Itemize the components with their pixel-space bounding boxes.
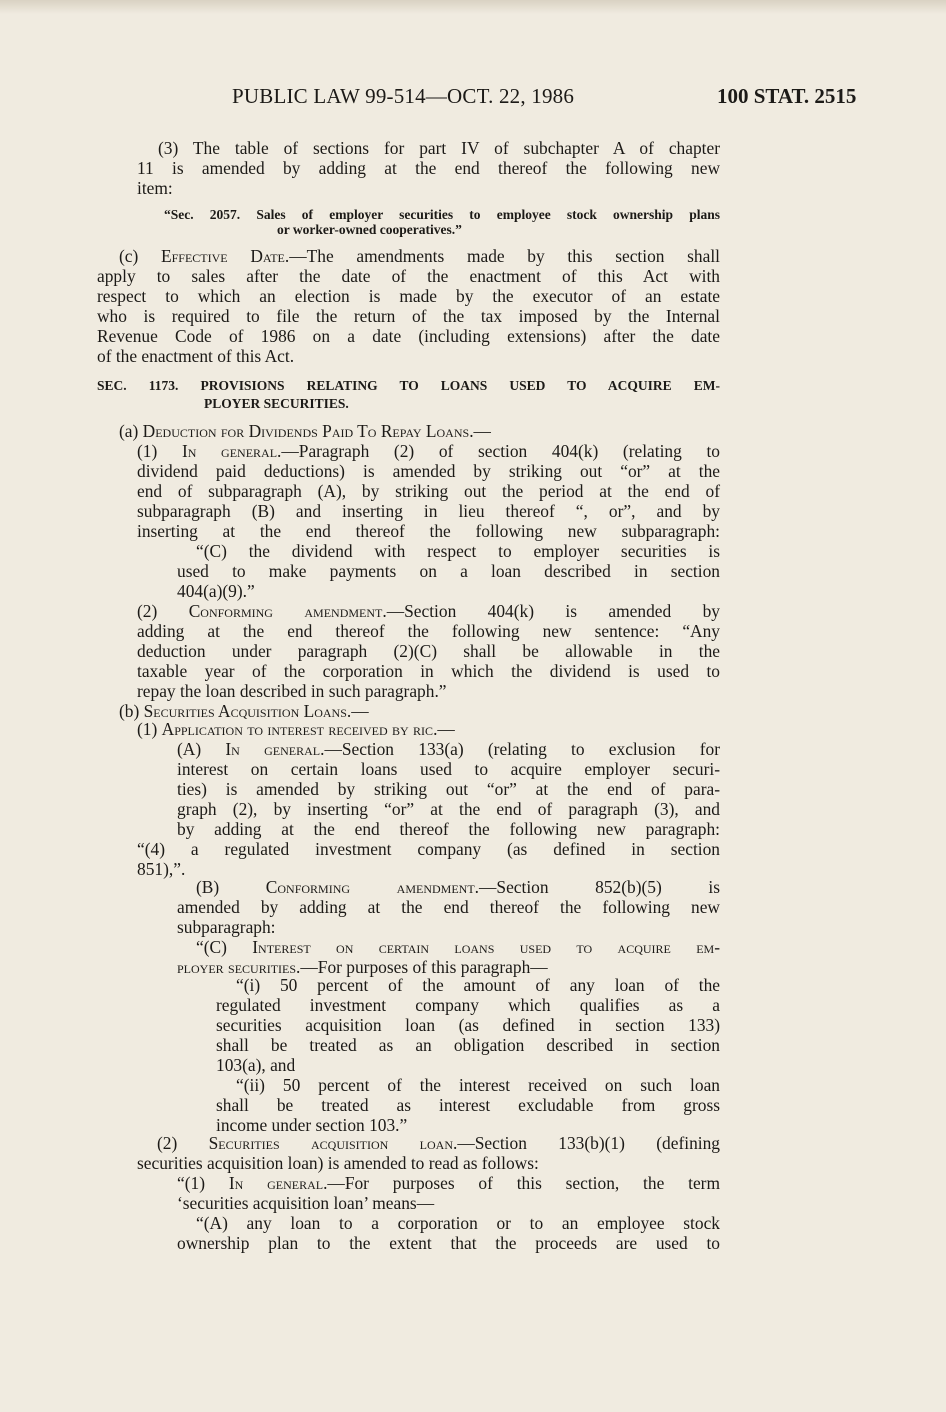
- text-line: (3) The table of sections for part IV of subchapter A of chapter: [158, 138, 720, 158]
- text-line: amended by adding at the end thereof the following new: [177, 897, 720, 917]
- text-line: securities acquisition loan) is amended to read as follows:: [137, 1153, 539, 1173]
- text-line: or worker-owned cooperatives.”: [277, 222, 462, 237]
- text-line: 103(a), and: [216, 1055, 296, 1075]
- text-line: PLOYER SECURITIES.: [204, 396, 349, 411]
- text-line: “(C) the dividend with respect to employer securities is: [196, 541, 720, 561]
- text-line: (1) In general.—Paragraph (2) of section 404(k) (relating to: [137, 441, 720, 461]
- section-heading: Conforming amendment: [188, 601, 383, 621]
- text-line: ownership plan to the extent that the proceeds are used to: [177, 1233, 720, 1253]
- text-line: 404(a)(9).”: [177, 581, 255, 601]
- text-line: respect to which an election is made by the executor of an estate: [97, 286, 720, 306]
- text-line: (c) Effective Date.—The amendments made by this section shall: [119, 246, 721, 266]
- text-line: (2) Conforming amendment.—Section 404(k) is amended by: [137, 601, 720, 621]
- header-stat-page: 100 STAT. 2515: [717, 84, 857, 108]
- text-line: (b) Securities Acquisition Loans.—: [119, 701, 369, 721]
- text-line: (a) Deduction for Dividends Paid To Repay Loans.—: [119, 421, 491, 441]
- text-line: ‘securities acquisition loan’ means—: [177, 1193, 435, 1213]
- section-heading: Application to interest received by ric: [161, 719, 434, 739]
- section-heading: ployer securities: [177, 957, 297, 977]
- text-line: SEC. 1173. PROVISIONS RELATING TO LOANS USED TO ACQUIRE EM-: [97, 378, 720, 393]
- text-line: Revenue Code of 1986 on a date (including extensions) after the date: [97, 326, 720, 346]
- text-line: “(ii) 50 percent of the interest received on such loan: [236, 1075, 720, 1095]
- text-line: shall be treated as interest excludable from gross: [216, 1095, 720, 1115]
- text-line: subparagraph:: [177, 917, 276, 937]
- section-heading: In general: [228, 1173, 324, 1193]
- text-line: of the enactment of this Act.: [97, 346, 295, 366]
- header-title: PUBLIC LAW 99-514—OCT. 22, 1986: [232, 84, 575, 108]
- text-line: (A) In general.—Section 133(a) (relating to exclusion for: [177, 739, 720, 759]
- text-line: (1) Application to interest received by ric.—: [137, 719, 455, 739]
- section-heading: Conforming amendment: [265, 877, 475, 897]
- text-line: used to make payments on a loan described in section: [177, 561, 720, 581]
- text-line: (B) Conforming amendment.—Section 852(b)(5) is: [196, 877, 720, 897]
- text-line: end of subparagraph (A), by striking out the period at the end of: [137, 481, 720, 501]
- text-line: repay the loan described in such paragraph.”: [137, 681, 447, 701]
- text-line: shall be treated as an obligation described in section: [216, 1035, 720, 1055]
- text-line: item:: [137, 178, 173, 198]
- text-line: income under section 103.”: [216, 1115, 408, 1135]
- text-line: taxable year of the corporation in which the dividend is used to: [137, 661, 720, 681]
- text-line: ties) is amended by striking out “or” at the end of para-: [177, 779, 720, 799]
- text-line: “(A) any loan to a corporation or to an employee stock: [196, 1213, 720, 1233]
- text-line: graph (2), by inserting “or” at the end of paragraph (3), and: [177, 799, 720, 819]
- text-line: (2) Securities acquisition loan.—Section 133(b)(1) (defining: [157, 1133, 720, 1153]
- text-line: deduction under paragraph (2)(C) shall be allowable in the: [137, 641, 720, 661]
- section-heading: Securities Acquisition Loans: [143, 701, 347, 721]
- text-line: “(4) a regulated investment company (as defined in section: [137, 839, 720, 859]
- text-line: regulated investment company which qualifies as a: [216, 995, 720, 1015]
- text-line: by adding at the end thereof the following new paragraph:: [177, 819, 720, 839]
- text-line: interest on certain loans used to acquire employer securi-: [177, 759, 720, 779]
- scan-top-edge: [0, 0, 946, 14]
- section-heading: Deduction for Dividends Paid To Repay Loans: [142, 421, 470, 441]
- section-heading: Securities acquisition loan: [208, 1133, 453, 1153]
- section-heading: In general: [181, 441, 278, 461]
- text-line: inserting at the end thereof the following new subparagraph:: [137, 521, 720, 541]
- section-heading: Effective Date: [161, 246, 285, 266]
- text-line: subparagraph (B) and inserting in lieu thereof “, or”, and by: [137, 501, 720, 521]
- text-line: “Sec. 2057. Sales of employer securities to employee stock ownership plans: [164, 207, 720, 222]
- section-heading: In general: [225, 739, 321, 759]
- text-line: ployer securities.—For purposes of this paragraph—: [177, 957, 548, 977]
- text-line: “(1) In general.—For purposes of this section, the term: [177, 1173, 720, 1193]
- text-line: “(C) Interest on certain loans used to acquire em-: [196, 937, 720, 957]
- text-line: who is required to file the return of the tax imposed by the Internal: [97, 306, 720, 326]
- text-line: “(i) 50 percent of the amount of any loan of the: [236, 975, 720, 995]
- text-line: apply to sales after the date of the enactment of this Act with: [97, 266, 720, 286]
- text-line: 851),”.: [137, 859, 186, 879]
- text-line: securities acquisition loan (as defined in section 133): [216, 1015, 720, 1035]
- text-line: dividend paid deductions) is amended by striking out “or” at the: [137, 461, 720, 481]
- section-heading: Interest on certain loans used to acquire em-: [252, 937, 720, 957]
- text-line: 11 is amended by adding at the end thereof the following new: [137, 158, 720, 178]
- running-header: [0, 84, 946, 114]
- text-line: adding at the end thereof the following new sentence: “Any: [137, 621, 720, 641]
